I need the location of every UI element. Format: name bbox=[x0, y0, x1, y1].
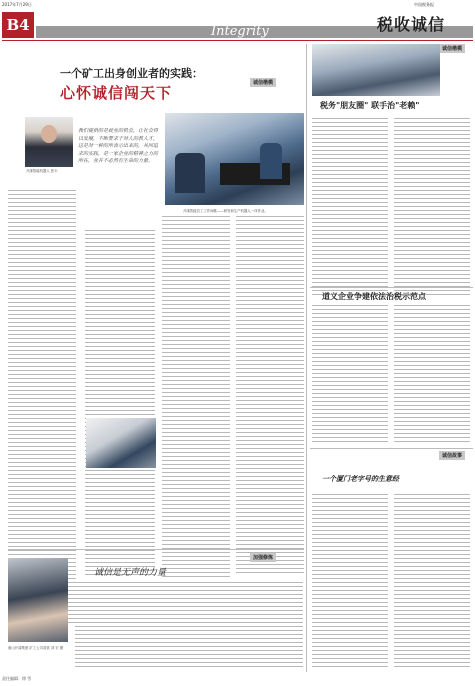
workshop-photo bbox=[86, 418, 156, 468]
factory-photo bbox=[165, 113, 304, 205]
date-line: 2017年7月29日 中国税务报 bbox=[2, 2, 434, 7]
lead-subtitle: 一个矿工出身创业者的实践： bbox=[60, 67, 203, 80]
bottom-section-rule bbox=[8, 549, 304, 550]
right-bottom-tag: 诚信故事 bbox=[439, 451, 465, 460]
section-title: 税收诚信 bbox=[377, 15, 446, 34]
header-rule bbox=[2, 40, 473, 41]
column-divider bbox=[306, 44, 307, 672]
factory-photo-caption: 开滦智能员工工作间歇——研发和生产机器人一体作业。 bbox=[183, 209, 268, 213]
portrait-caption: 开滦智能机器人 张丰 bbox=[26, 169, 58, 173]
right-mid-headline: 道义企业争建依法治税示范点 bbox=[322, 292, 426, 301]
right-mid-body2 bbox=[394, 305, 470, 445]
lead-body-col2 bbox=[85, 230, 155, 578]
right-bottom-rule bbox=[310, 448, 473, 449]
right-top-body2 bbox=[394, 118, 470, 298]
second-tag: 加强修炼 bbox=[250, 553, 276, 562]
right-bottom-body1 bbox=[312, 494, 388, 670]
right-top-headline: 税务"朋友圈" 联手治"老赖" bbox=[320, 101, 420, 110]
lead-body-col4 bbox=[236, 216, 304, 576]
bottom-photo bbox=[8, 558, 68, 642]
footer-note: 责任编辑：徐 雪 bbox=[2, 676, 32, 681]
right-mid-rule bbox=[310, 287, 473, 288]
right-top-tag: 诚信楷模 bbox=[439, 44, 465, 53]
lead-body-col3 bbox=[162, 216, 230, 580]
masthead-word: Integrity bbox=[211, 24, 269, 39]
bottom-photo-caption: 唐山开滦集团 矿工公司高管 刘 宏 摄 bbox=[8, 646, 64, 650]
bottom-body bbox=[75, 582, 303, 670]
bottom-center-headline: 诚信是无声的力量 bbox=[94, 568, 167, 578]
lead-headline: 心怀诚信闯天下 bbox=[60, 84, 173, 102]
right-mid-body1 bbox=[312, 305, 388, 445]
lead-quote: 我们提供的是就业的机会，让社会得以发展，不断要求于对人的教人才，这是对一种的所表示出来的，共同追求的实践，是一家企业的精神之力的所在，业并不必然有生命的力量。 bbox=[78, 128, 159, 165]
paper-name: 中国税务报 bbox=[414, 2, 434, 7]
right-bottom-headline: 一个厦门老字号的生意经 bbox=[322, 474, 399, 483]
page-code: B4 bbox=[2, 12, 34, 38]
lead-tag: 诚信楷模 bbox=[250, 78, 276, 87]
right-top-body1 bbox=[312, 118, 388, 298]
right-top-photo bbox=[312, 44, 440, 96]
portrait-photo bbox=[25, 117, 73, 167]
right-bottom-body2 bbox=[394, 494, 470, 670]
